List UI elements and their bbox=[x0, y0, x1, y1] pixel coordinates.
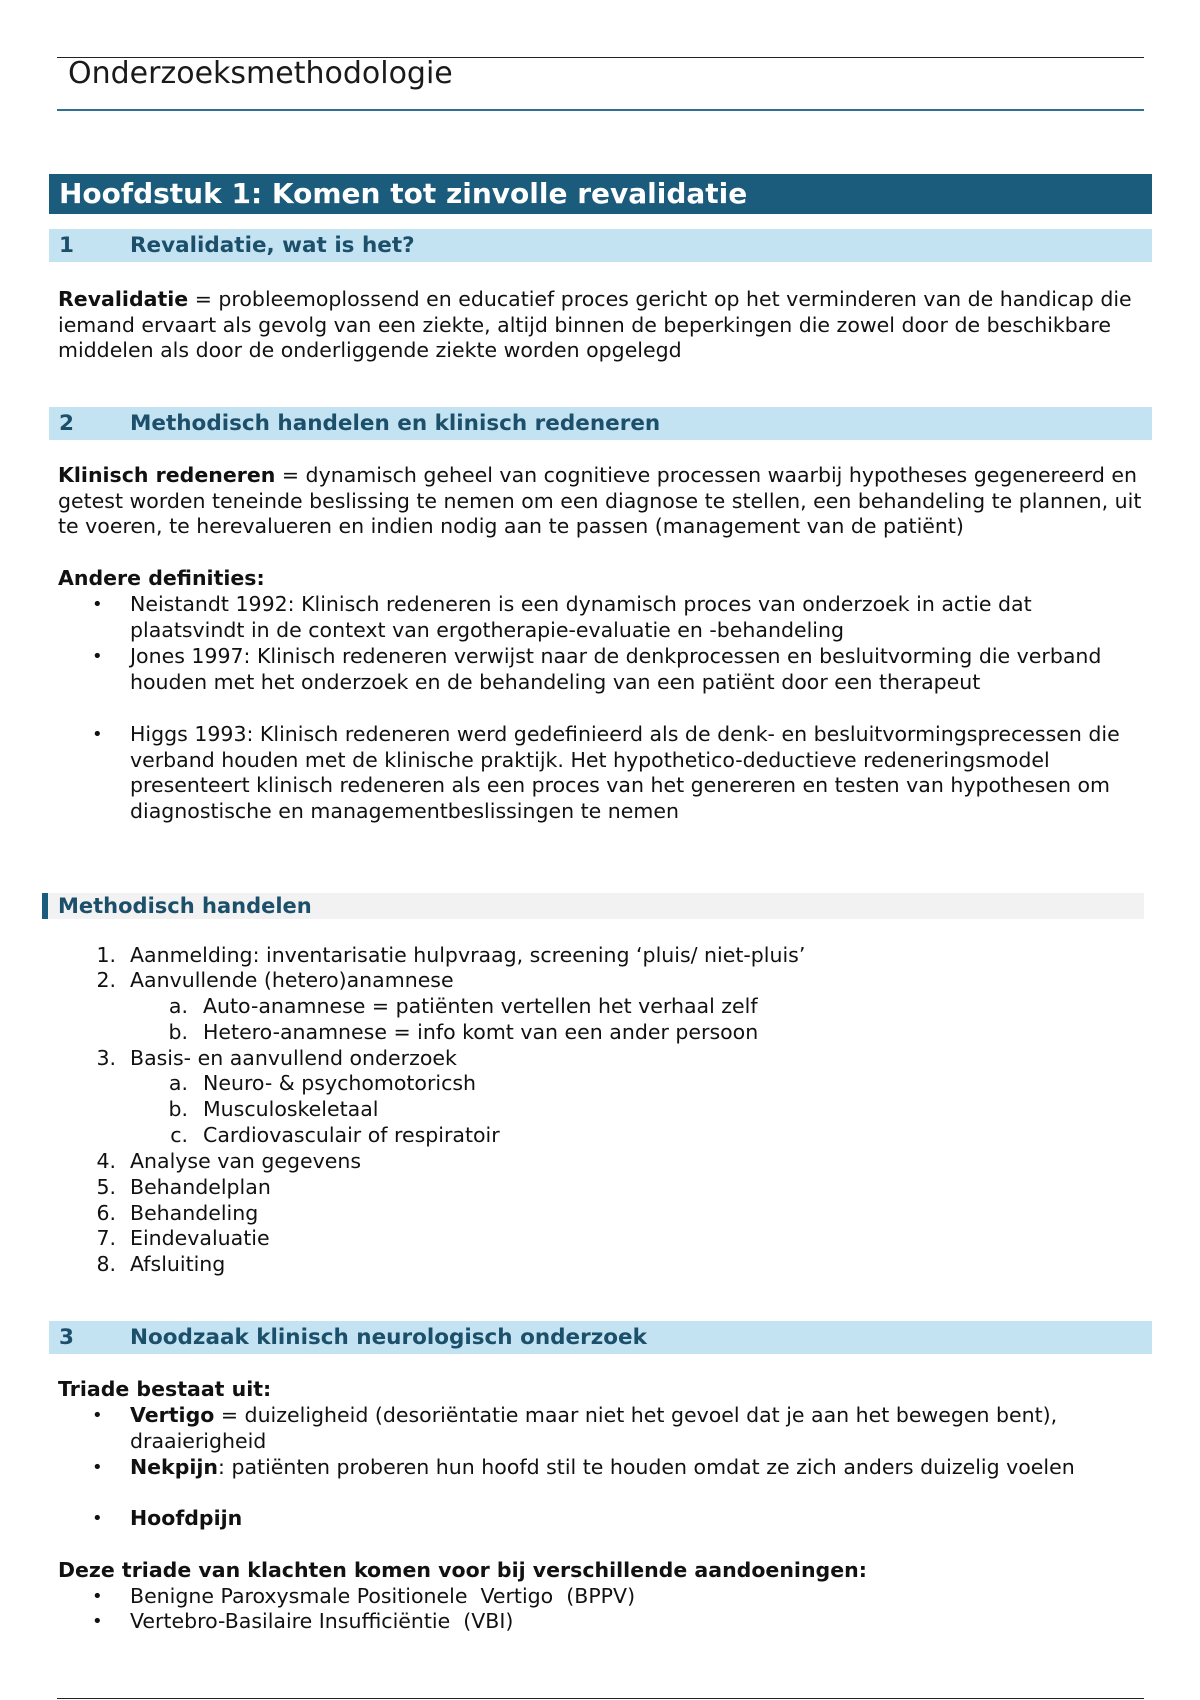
triade-item bbox=[130, 1403, 1140, 1454]
definition-item: Neistandt 1992: Klinisch redeneren is een dynamisch proces van onderzoek in actie dat plaatsvindt in de context van ergotherapie-evaluatie en -behandeling bbox=[130, 592, 1032, 642]
bullet-icon: • bbox=[92, 1457, 103, 1478]
section-number: 1 bbox=[59, 233, 74, 258]
list-number: 1. bbox=[96, 943, 116, 967]
sublist-letter: c. bbox=[170, 1123, 188, 1147]
sublist-item: Neuro- & psychomotoricsh bbox=[203, 1071, 477, 1095]
section-heading-3 bbox=[49, 1321, 1152, 1354]
bullet-icon: • bbox=[92, 1508, 103, 1529]
definition-text: = dynamisch geheel van cognitieve processen waarbij hypotheses gegenereerd en getest worden teneinde beslissing te nemen om een diagnose te stellen, een behandeling te plannen, uit te voeren, te herevalueren en indien nodig aan te passen (management van de patiënt) bbox=[58, 463, 1142, 539]
bullet-icon: • bbox=[92, 646, 103, 667]
section-heading-1 bbox=[49, 229, 1152, 262]
list-item: Aanmelding: inventarisatie hulpvraag, screening ‘pluis/ niet-pluis’ bbox=[130, 943, 806, 967]
sublist-letter: a. bbox=[168, 994, 188, 1018]
list-number: 4. bbox=[96, 1149, 116, 1173]
triade-item bbox=[130, 1506, 1140, 1532]
triade-term: Nekpijn bbox=[130, 1455, 219, 1479]
definition-term: Klinisch redeneren bbox=[58, 463, 276, 487]
sublist-letter: a. bbox=[168, 1071, 188, 1095]
list-item: Afsluiting bbox=[130, 1252, 226, 1276]
header-rule-bottom bbox=[57, 109, 1144, 111]
conditions-heading: Deze triade van klachten komen voor bij verschillende aandoeningen: bbox=[58, 1558, 867, 1582]
list-item: Eindevaluatie bbox=[130, 1226, 270, 1250]
sublist-item: Musculoskeletaal bbox=[203, 1097, 379, 1121]
revalidatie-definition bbox=[58, 287, 1148, 364]
other-definitions-heading: Andere definities: bbox=[58, 566, 265, 590]
definition-term: Revalidatie bbox=[58, 287, 189, 311]
section-number: 2 bbox=[59, 411, 74, 436]
list-number: 8. bbox=[96, 1252, 116, 1276]
triade-text: = duizeligheid (desoriëntatie maar niet het gevoel dat je aan het bewegen bent), draaierigheid bbox=[130, 1403, 1058, 1453]
klinisch-redeneren-definition bbox=[58, 463, 1148, 540]
list-number: 6. bbox=[96, 1201, 116, 1225]
list-item: Aanvullende (hetero)anamnese bbox=[130, 968, 454, 992]
list-item: Analyse van gegevens bbox=[130, 1149, 362, 1173]
triade-text: : patiënten proberen hun hoofd stil te houden omdat ze zich anders duizelig voelen bbox=[218, 1455, 1075, 1479]
triade-term: Hoofdpijn bbox=[130, 1506, 243, 1530]
condition-item: Benigne Paroxysmale Positionele Vertigo (BPPV) bbox=[130, 1584, 636, 1608]
bullet-icon: • bbox=[92, 594, 103, 615]
list-item: Behandeling bbox=[130, 1201, 259, 1225]
list-number: 5. bbox=[96, 1175, 116, 1199]
document-header-title: Onderzoeksmethodologie bbox=[68, 56, 453, 91]
footer-rule bbox=[57, 1698, 1144, 1699]
section-title: Noodzaak klinisch neurologisch onderzoek bbox=[130, 1325, 647, 1350]
list-item: Behandelplan bbox=[130, 1175, 271, 1199]
sublist-item: Cardiovasculair of respiratoir bbox=[203, 1123, 500, 1147]
section-heading-2 bbox=[49, 407, 1152, 440]
condition-item: Vertebro-Basilaire Insufficiëntie (VBI) bbox=[130, 1609, 514, 1633]
bullet-icon: • bbox=[92, 1405, 103, 1426]
sublist-item: Hetero-anamnese = info komt van een ander persoon bbox=[203, 1020, 759, 1044]
sublist-letter: b. bbox=[168, 1097, 188, 1121]
definition-text: = probleemoplossend en educatief proces gericht op het verminderen van de handicap die iemand ervaart als gevolg van een ziekte, altijd binnen de beperkingen die zowel door de beschikbare middelen als door de onderliggende ziekte worden opgelegd bbox=[58, 287, 1132, 363]
list-number: 7. bbox=[96, 1226, 116, 1250]
bullet-icon: • bbox=[92, 1611, 103, 1632]
list-number: 2. bbox=[96, 968, 116, 992]
bullet-icon: • bbox=[92, 1586, 103, 1607]
chapter-heading: Hoofdstuk 1: Komen tot zinvolle revalidatie bbox=[49, 174, 1152, 214]
definition-item: Jones 1997: Klinisch redeneren verwijst naar de denkprocessen en besluitvorming die verband houden met het onderzoek en de behandeling van een patiënt door een therapeut bbox=[130, 644, 1102, 694]
definition-item: Higgs 1993: Klinisch redeneren werd gedefinieerd als de denk- en besluitvormingsprecessen die verband houden met de klinische praktijk. Het hypothetico-deductieve redeneringsmodel presenteert klinisch redeneren als een proces van het genereren en testen van hypothesen om diagnostische en managementbeslissingen te nemen bbox=[130, 722, 1120, 824]
section-number: 3 bbox=[59, 1325, 74, 1350]
sublist-item: Auto-anamnese = patiënten vertellen het verhaal zelf bbox=[203, 994, 758, 1018]
triade-term: Vertigo bbox=[130, 1403, 215, 1427]
sublist-letter: b. bbox=[168, 1020, 188, 1044]
section-title: Revalidatie, wat is het? bbox=[130, 233, 415, 258]
list-number: 3. bbox=[96, 1046, 116, 1070]
section-title: Methodisch handelen en klinisch redeneren bbox=[130, 411, 661, 436]
subsection-heading-methodisch-handelen: Methodisch handelen bbox=[42, 893, 1144, 919]
bullet-icon: • bbox=[92, 724, 103, 745]
triade-heading: Triade bestaat uit: bbox=[58, 1377, 272, 1401]
triade-item bbox=[130, 1455, 1110, 1481]
list-item: Basis- en aanvullend onderzoek bbox=[130, 1046, 457, 1070]
